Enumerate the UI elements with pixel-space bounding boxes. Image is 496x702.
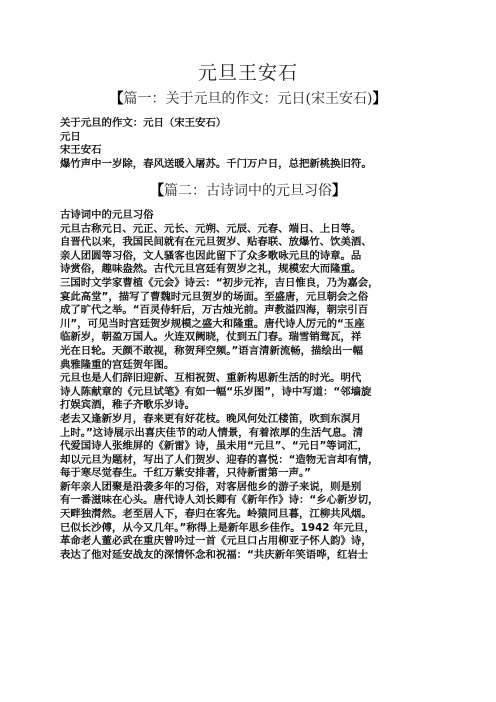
section-one-label: 篇一：关于元旦的作文：元日(宋王安石)	[123, 91, 373, 107]
section-two-line: 自晋代以来，我国民间就有在元旦贺岁、贴春联、放爆竹、饮美酒、	[60, 236, 372, 249]
section-one-bracket-open: 【	[109, 91, 124, 107]
section-two-line: 打娱宾酒，稚子齐歌乐岁诗。	[60, 399, 196, 412]
section-two-bracket-close: 】	[332, 183, 346, 199]
section-two-line: 三国时文学家曹植《元会》诗云：“初步元祚，吉日惟良，乃为嘉会，	[60, 276, 379, 289]
section-two-line: 表达了他对延安战友的深情怀念和祝福：“共庆新年笑语哗，红岩士	[60, 548, 369, 561]
section-two-label: 篇二：古诗词中的元旦习俗	[164, 183, 332, 199]
section-one-line: 元日	[60, 130, 81, 143]
section-two-line: 古诗词中的元旦习俗	[60, 209, 154, 221]
section-two-line: 每于寒尽觉春生。千红万紫安排著，只待新雷第一声。”	[60, 467, 312, 480]
section-one-body	[60, 117, 450, 171]
section-two-line: 天畔独潸然。老至居人下，春归在客先。岭猿同旦暮，江柳共风烟。	[60, 508, 372, 521]
section-two-line: 宴此高堂”，描写了曹魏时元旦贺岁的场面。至盛唐，元旦朝会之俗	[60, 290, 369, 303]
section-two-body	[60, 209, 450, 562]
section-two-line: 上时。”这诗展示出喜庆佳节的动人情景，有着浓厚的生活气息。清	[60, 426, 363, 439]
section-two-line: 川”，可见当时宫廷贺岁规模之盛大和隆重。唐代诗人厉元的“玉座	[60, 317, 365, 330]
document-title: 元旦王安石	[197, 62, 298, 84]
section-two-line: 有一番滋味在心头。唐代诗人刘长卿有《新年作》诗：“乡心新岁切，	[60, 494, 379, 507]
section-two-line: 已似长沙傅，从今又几年。”称得上是新年思乡佳作。1942 年元旦，	[60, 521, 375, 534]
section-one-bracket-close: 】	[372, 91, 387, 107]
section-two-line: 诗赏俗，趣味盎然。古代元旦宫廷有贺岁之礼，规模宏大而隆重。	[60, 263, 362, 276]
section-two-line: 新年亲人团聚是沿袭多年的习俗，对客居他乡的游子来说，则是别	[60, 480, 362, 493]
section-two-line: 光在日轮。天颜不敢视，称贺拜空频。”语言清新流畅，描绘出一幅	[60, 344, 363, 357]
section-two-line: 亲人团圆等习俗，文人骚客也因此留下了众多歌咏元旦的诗章。品	[60, 249, 362, 262]
section-two-line: 革命老人董必武在重庆曾吟过一首《元旦口占用柳亚子怀人韵》诗，	[60, 535, 372, 548]
section-two-line: 典雅隆重的宫廷贺年图。	[60, 358, 175, 371]
section-two-bracket-open: 【	[150, 183, 164, 199]
section-two-line: 代爱国诗人张维屏的《新雷》诗，虽未用“元旦”、“元日”等词汇，	[60, 440, 368, 453]
section-one-line: 爆竹声中一岁除，春风送暖入屠苏。千门万户日，总把新桃换旧符。	[60, 157, 372, 170]
section-two-line: 却以元旦为题材，写出了人们贺岁、迎春的喜悦：“造物无言却有情，	[60, 453, 379, 466]
section-one-line: 宋王安石	[60, 144, 102, 157]
section-two-line: 诗人陈献章的《元旦试笔》有如一幅“乐岁图”，诗中写道：“邻墙旋	[60, 385, 372, 398]
section-two-line: 老去又逢新岁月，春来更有好花枝。晚风何处江楼笛，吹到东溟月	[60, 412, 362, 425]
section-two-line: 元旦也是人们辞旧迎新、互相祝贺、重新构思新生活的时光。明代	[60, 372, 362, 385]
section-two-line: 临新岁，朝盈万国人。火连双阙晓，仗到五门春。瑞雪销鸳瓦，祥	[60, 331, 362, 344]
section-two-line: 成了旷代之举。“百灵侍轩后，万古烛光前。声教溢四海，朝宗引百	[60, 304, 369, 317]
section-one-line: 关于元旦的作文：元日（宋王安石）	[60, 117, 227, 129]
section-one-header	[0, 88, 496, 108]
section-two-line: 元旦古称元日、元正、元长、元朔、元辰、元春、端日、上日等。	[60, 222, 362, 235]
section-two-header	[0, 180, 496, 200]
